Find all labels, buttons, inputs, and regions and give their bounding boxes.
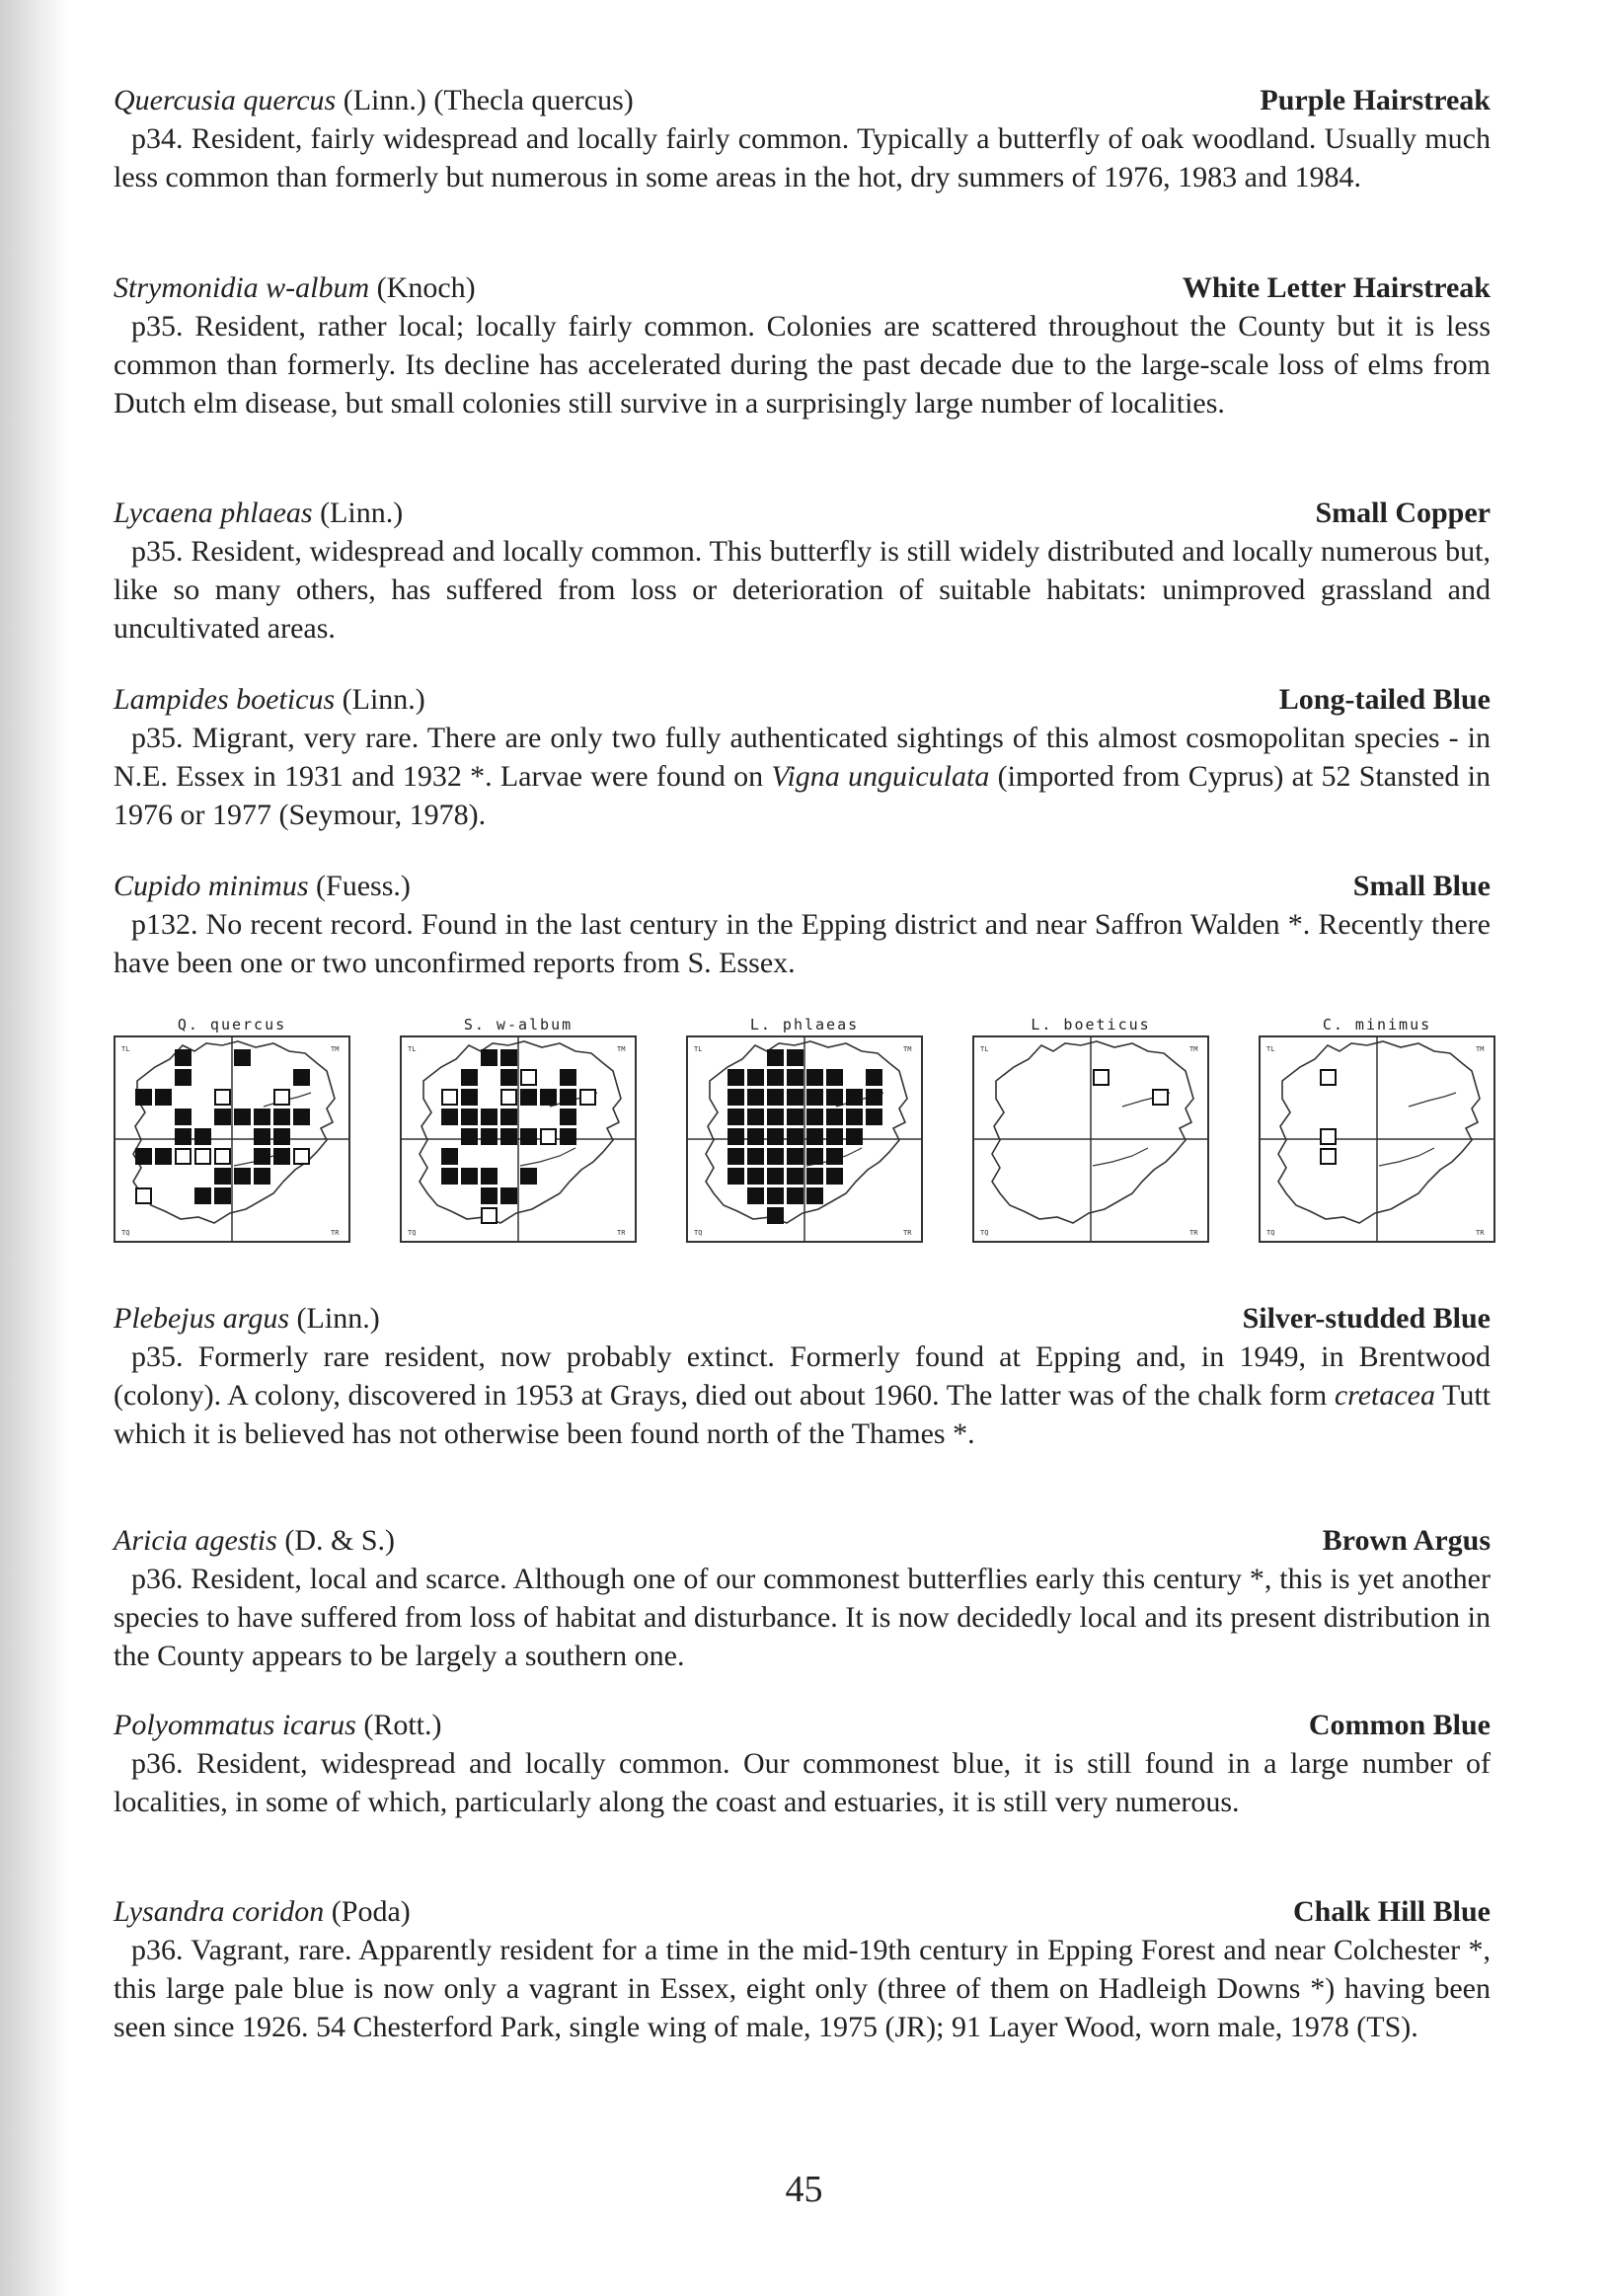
map-graphic [1261, 1037, 1493, 1241]
estuary-line [1409, 1093, 1456, 1107]
map-frame [1259, 1035, 1495, 1243]
record-square-filled [481, 1187, 498, 1204]
record-square-filled [273, 1109, 290, 1125]
entry-heading [114, 81, 1491, 119]
common-name: Small Blue [1352, 870, 1491, 902]
record-square-filled [560, 1128, 576, 1145]
entry-heading [114, 680, 1491, 719]
record-square-open [1153, 1090, 1168, 1105]
record-square-filled [727, 1148, 744, 1165]
distribution-map [1259, 1014, 1495, 1243]
record-square-filled [787, 1089, 804, 1106]
record-square-filled [846, 1128, 863, 1145]
record-square-filled [806, 1168, 823, 1185]
record-square-filled [866, 1089, 882, 1106]
page-edge-shadow [0, 0, 69, 2296]
record-square-filled [806, 1109, 823, 1125]
record-square-filled [560, 1109, 576, 1125]
record-square-filled [767, 1089, 784, 1106]
record-square-filled [747, 1069, 764, 1086]
species-entry-silver-studded-blue [114, 1299, 1491, 1453]
county-outline [1278, 1041, 1480, 1223]
grid-square-label: TL [694, 1045, 703, 1053]
record-square-filled [826, 1168, 843, 1185]
record-square-filled [767, 1109, 784, 1125]
record-square-filled [461, 1109, 478, 1125]
grid-square-label: TL [121, 1045, 130, 1053]
record-square-open [580, 1090, 595, 1105]
distribution-maps-row [114, 1014, 1495, 1251]
record-square-filled [787, 1128, 804, 1145]
map-label: Q. quercus [177, 1016, 287, 1033]
record-square-filled [135, 1148, 152, 1165]
map-graphic [974, 1037, 1207, 1241]
record-square-filled [194, 1128, 211, 1145]
record-square-filled [747, 1128, 764, 1145]
record-square-open [1321, 1129, 1336, 1144]
authority: (D. & S.) [284, 1524, 395, 1557]
grid-square-label: TR [903, 1229, 912, 1237]
scientific-name: Lycaena phlaeas [114, 497, 313, 529]
map-frame [686, 1035, 923, 1243]
record-square-filled [500, 1187, 517, 1204]
record-square-filled [500, 1049, 517, 1066]
record-square-filled [461, 1089, 478, 1106]
authority: (Linn.) [296, 1302, 380, 1335]
entry-text: p35. Migrant, very rare. There are only two fully authenticated sightings of this almost cosmopolitan species - in N.E. Essex in 1931 and 1932 *. Larvae were found on Vigna unguiculata (imported from Cyprus) at 52 Stansted in 1976 or 1977 (Seymour, 1978). [114, 722, 1491, 831]
authority: (Linn.) (Thecla quercus) [343, 84, 634, 116]
record-square-filled [175, 1109, 191, 1125]
record-square-filled [214, 1168, 231, 1185]
record-square-filled [254, 1148, 270, 1165]
map-label: S. w-album [463, 1016, 574, 1033]
record-square-filled [747, 1109, 764, 1125]
record-square-filled [727, 1109, 744, 1125]
entry-heading [114, 268, 1491, 307]
grid-square-label: TQ [121, 1229, 130, 1237]
record-square-filled [500, 1069, 517, 1086]
scientific-name: Quercusia quercus [114, 84, 337, 116]
grid-square-label: TL [408, 1045, 417, 1053]
record-square-open [521, 1070, 536, 1085]
record-square-filled [293, 1069, 310, 1086]
entry-text: p35. Resident, widespread and locally common. This butterfly is still widely distributed and locally numerous but, like so many others, has suffered from loss or deterioration of suitable habitats: unimproved grassland and uncultivated areas. [114, 535, 1491, 645]
record-square-filled [787, 1187, 804, 1204]
authority: (Fuess.) [316, 870, 411, 902]
common-name: White Letter Hairstreak [1182, 271, 1491, 304]
record-square-filled [767, 1128, 784, 1145]
record-square-filled [520, 1128, 537, 1145]
entry-text: p35. Formerly rare resident, now probably extinct. Formerly found at Epping and, in 1949, in Brentwood (colony). A colony, discovered in 1953 at Grays, died out about 1960. The latter was of the chalk form cretacea Tutt which it is believed has not otherwise been found north of the Thames *. [114, 1340, 1491, 1450]
species-entry-small-blue [114, 867, 1491, 982]
record-square-filled [727, 1168, 744, 1185]
record-square-filled [481, 1049, 498, 1066]
map-graphic [115, 1037, 348, 1241]
record-square-filled [767, 1049, 784, 1066]
grid-square-label: TM [617, 1045, 626, 1053]
common-name: Silver-studded Blue [1242, 1302, 1491, 1335]
record-square-open [195, 1149, 210, 1164]
map-label: C. minimus [1322, 1016, 1432, 1033]
entry-heading [114, 1892, 1491, 1931]
map-frame [972, 1035, 1209, 1243]
record-square-filled [767, 1168, 784, 1185]
species-entry-small-copper [114, 494, 1491, 648]
grid-square-label: TR [331, 1229, 340, 1237]
record-square-open [501, 1090, 516, 1105]
scientific-name: Lysandra coridon [114, 1895, 325, 1928]
distribution-map [114, 1014, 350, 1243]
map-frame [114, 1035, 350, 1243]
record-square-open [136, 1188, 151, 1203]
record-square-filled [254, 1168, 270, 1185]
record-square-open [482, 1208, 497, 1223]
record-square-filled [520, 1168, 537, 1185]
record-square-filled [767, 1207, 784, 1224]
estuary-line [1379, 1148, 1434, 1166]
record-square-filled [175, 1128, 191, 1145]
record-square-filled [441, 1148, 458, 1165]
record-square-filled [826, 1128, 843, 1145]
record-square-filled [175, 1049, 191, 1066]
authority: (Linn.) [320, 497, 404, 529]
record-square-filled [787, 1168, 804, 1185]
record-square-filled [234, 1109, 251, 1125]
record-square-filled [767, 1187, 784, 1204]
record-square-filled [273, 1148, 290, 1165]
record-square-filled [194, 1187, 211, 1204]
authority: (Knoch) [376, 271, 476, 304]
record-square-open [215, 1149, 230, 1164]
entry-text: p36. Resident, local and scarce. Although one of our commonest butterflies early this century *, this is yet another species to have suffered from loss of habitat and disturbance. It is now decidedly local and its present distribution in the County appears to be largely a southern one. [114, 1563, 1491, 1672]
grid-square-label: TQ [694, 1229, 703, 1237]
record-square-open [1321, 1149, 1336, 1164]
record-square-open [442, 1090, 457, 1105]
record-square-filled [461, 1128, 478, 1145]
record-square-filled [481, 1168, 498, 1185]
entry-heading [114, 1706, 1491, 1744]
scientific-name: Strymonidia w-album [114, 271, 370, 304]
record-square-open [274, 1090, 289, 1105]
grid-square-label: TL [1266, 1045, 1275, 1053]
record-square-filled [826, 1089, 843, 1106]
record-square-filled [461, 1168, 478, 1185]
grid-square-label: TR [1189, 1229, 1198, 1237]
record-square-filled [481, 1109, 498, 1125]
estuary-line [520, 1148, 575, 1166]
common-name: Chalk Hill Blue [1292, 1895, 1491, 1928]
record-square-filled [747, 1168, 764, 1185]
record-square-filled [727, 1069, 744, 1086]
record-square-filled [727, 1089, 744, 1106]
species-entry-white-letter-hairstreak [114, 268, 1491, 422]
species-entry-common-blue [114, 1706, 1491, 1821]
scientific-name: Cupido minimus [114, 870, 309, 902]
record-square-filled [500, 1109, 517, 1125]
grid-square-label: TQ [980, 1229, 989, 1237]
grid-square-label: TM [331, 1045, 340, 1053]
grid-square-label: TQ [408, 1229, 417, 1237]
record-square-filled [441, 1109, 458, 1125]
record-square-filled [866, 1069, 882, 1086]
map-frame [400, 1035, 637, 1243]
record-square-filled [787, 1069, 804, 1086]
record-square-filled [441, 1168, 458, 1185]
record-square-filled [806, 1187, 823, 1204]
grid-square-label: TM [903, 1045, 912, 1053]
species-entry-brown-argus [114, 1521, 1491, 1675]
common-name: Long-tailed Blue [1278, 683, 1491, 716]
record-square-filled [826, 1069, 843, 1086]
map-graphic [402, 1037, 635, 1241]
common-name: Small Copper [1315, 497, 1491, 529]
record-square-filled [846, 1109, 863, 1125]
record-square-filled [500, 1128, 517, 1145]
grid-square-label: TR [617, 1229, 626, 1237]
common-name: Common Blue [1308, 1709, 1491, 1741]
record-square-filled [787, 1049, 804, 1066]
record-square-filled [787, 1109, 804, 1125]
grid-square-label: TM [1476, 1045, 1485, 1053]
species-entry-purple-hairstreak [114, 81, 1491, 196]
record-square-filled [214, 1187, 231, 1204]
county-outline [133, 1041, 335, 1223]
map-graphic [688, 1037, 921, 1241]
record-square-filled [787, 1148, 804, 1165]
entry-text: p36. Resident, widespread and locally common. Our commonest blue, it is still found in a large number of localities, in some of which, particularly along the coast and estuaries, it is still very numerous. [114, 1747, 1491, 1818]
record-square-filled [747, 1148, 764, 1165]
record-square-open [1094, 1070, 1109, 1085]
record-square-filled [234, 1168, 251, 1185]
map-label: L. phlaeas [749, 1016, 860, 1033]
entry-heading [114, 867, 1491, 905]
record-square-filled [866, 1109, 882, 1125]
map-label: L. boeticus [1031, 1016, 1151, 1033]
record-square-filled [806, 1128, 823, 1145]
record-square-filled [767, 1148, 784, 1165]
form-name: cretacea [1334, 1379, 1435, 1412]
record-square-filled [806, 1069, 823, 1086]
record-square-filled [560, 1069, 576, 1086]
record-square-filled [135, 1089, 152, 1106]
authority: (Rott.) [363, 1709, 442, 1741]
record-square-filled [175, 1069, 191, 1086]
record-square-filled [806, 1089, 823, 1106]
grid-square-label: TR [1476, 1229, 1485, 1237]
record-square-filled [747, 1089, 764, 1106]
page-number: 45 [785, 2169, 823, 2210]
record-square-filled [806, 1148, 823, 1165]
record-square-filled [234, 1049, 251, 1066]
record-square-filled [560, 1089, 576, 1106]
authority: (Linn.) [342, 683, 425, 716]
common-name: Brown Argus [1322, 1524, 1491, 1557]
record-square-filled [155, 1089, 172, 1106]
record-square-filled [747, 1187, 764, 1204]
record-square-open [176, 1149, 191, 1164]
record-square-open [541, 1129, 556, 1144]
record-square-filled [481, 1128, 498, 1145]
estuary-line [1093, 1148, 1148, 1166]
record-square-filled [155, 1148, 172, 1165]
record-square-open [294, 1149, 309, 1164]
authority: (Poda) [331, 1895, 411, 1928]
record-square-filled [254, 1128, 270, 1145]
record-square-filled [727, 1128, 744, 1145]
record-square-filled [540, 1089, 557, 1106]
record-square-filled [826, 1109, 843, 1125]
distribution-map [972, 1014, 1209, 1243]
scientific-name: Plebejus argus [114, 1302, 290, 1335]
grid-square-label: TM [1189, 1045, 1198, 1053]
distribution-map [686, 1014, 923, 1243]
plant-name: Vigna unguiculata [771, 760, 990, 793]
entry-text: p34. Resident, fairly widespread and locally fairly common. Typically a butterfly of oak woodland. Usually much less common than formerly but numerous in some areas in the hot, dry summers of 1976, 1983 and 1984. [114, 122, 1491, 193]
common-name: Purple Hairstreak [1260, 84, 1491, 116]
scientific-name: Aricia agestis [114, 1524, 277, 1557]
grid-square-label: TL [980, 1045, 989, 1053]
entry-heading [114, 494, 1491, 532]
record-square-filled [520, 1089, 537, 1106]
entry-text: p35. Resident, rather local; locally fairly common. Colonies are scattered throughout the County but it is less common than formerly. Its decline has accelerated during the past decade due to the large-scale loss of elms from Dutch elm disease, but small colonies still survive in a surprisingly large number of localities. [114, 310, 1491, 420]
record-square-filled [273, 1128, 290, 1145]
entry-heading [114, 1299, 1491, 1338]
grid-square-label: TQ [1266, 1229, 1275, 1237]
scientific-name: Lampides boeticus [114, 683, 336, 716]
entry-text: p132. No recent record. Found in the last century in the Epping district and near Saffron Walden *. Recently there have been one or two unconfirmed reports from S. Essex. [114, 908, 1491, 979]
record-square-filled [846, 1089, 863, 1106]
record-square-open [215, 1090, 230, 1105]
species-entry-chalk-hill-blue [114, 1892, 1491, 2046]
scientific-name: Polyommatus icarus [114, 1709, 356, 1741]
record-square-filled [254, 1109, 270, 1125]
record-square-filled [461, 1069, 478, 1086]
record-square-open [1321, 1070, 1336, 1085]
record-square-filled [293, 1109, 310, 1125]
entry-heading [114, 1521, 1491, 1560]
distribution-map [400, 1014, 637, 1243]
record-square-filled [214, 1109, 231, 1125]
county-outline [992, 1041, 1193, 1223]
species-entry-long-tailed-blue [114, 680, 1491, 834]
record-square-filled [826, 1148, 843, 1165]
entry-text: p36. Vagrant, rare. Apparently resident for a time in the mid-19th century in Epping Forest and near Colchester *, this large pale blue is now only a vagrant in Essex, eight only (three of them on Hadleigh Downs *) having been seen since 1926. 54 Chesterford Park, single wing of male, 1975 (JR); 91 Layer Wood, worn male, 1978 (TS). [114, 1934, 1491, 2043]
record-square-filled [767, 1069, 784, 1086]
